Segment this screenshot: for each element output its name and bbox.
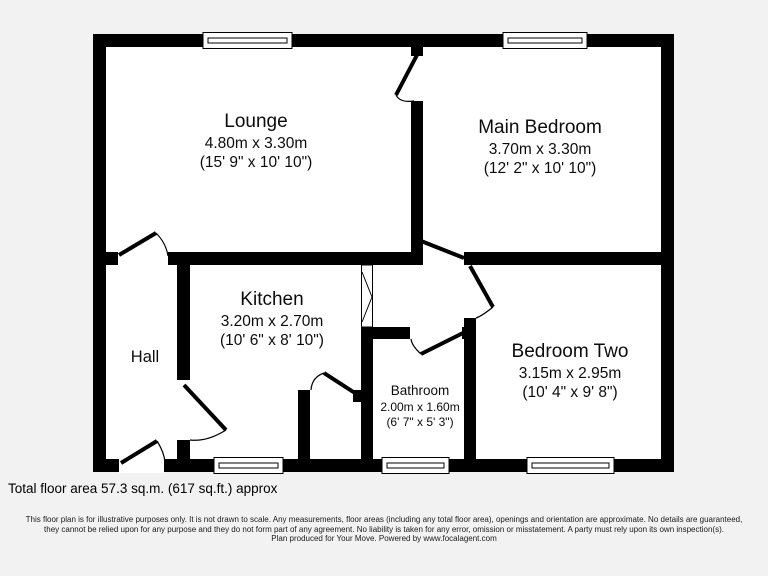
disclaimer-line-2: they cannot be relied upon for any purpose and they do not form part of any agreement. No liability is taken for any error, omission or misstatement. A party must rely upon its own inspection(s). — [44, 524, 724, 534]
room-dim-metric: 4.80m x 3.30m — [204, 134, 308, 152]
room-label-hall — [131, 347, 159, 368]
window-bedroom-two — [527, 458, 614, 474]
room-dim-imperial: (6' 7" x 5' 3") — [386, 414, 454, 429]
room-dim-imperial: (10' 4" x 9' 8") — [522, 384, 618, 402]
room-label-bathroom — [380, 383, 459, 430]
room-name: Kitchen — [240, 289, 304, 310]
window-main-bedroom — [503, 33, 587, 49]
room-dim-metric: 3.20m x 2.70m — [220, 312, 324, 330]
disclaimer-text — [0, 515, 768, 544]
room-label-lounge — [200, 110, 313, 173]
room-name: Hall — [130, 348, 160, 366]
window-bathroom — [382, 458, 449, 474]
cupboard-symbol — [362, 265, 373, 327]
room-name: Bathroom — [390, 383, 450, 398]
room-dim-metric: 3.15m x 2.95m — [518, 364, 622, 382]
room-dim-imperial: (10' 6" x 8' 10") — [220, 332, 324, 350]
room-dim-imperial: (15' 9" x 10' 10") — [199, 154, 313, 172]
room-dim-metric: 3.70m x 3.30m — [488, 140, 592, 158]
room-name: Lounge — [224, 111, 288, 132]
room-label-main-bedroom — [478, 116, 602, 179]
room-label-kitchen — [220, 288, 324, 351]
window-kitchen — [214, 458, 283, 474]
room-dim-imperial: (12' 2" x 10' 10") — [483, 160, 597, 178]
room-name: Main Bedroom — [478, 117, 602, 138]
disclaimer-line-1: This floor plan is for illustrative purposes only. It is not drawn to scale. Any measurements, floor areas (including any total floor area), openings and orientation are approximate. No details are guaranteed, — [25, 515, 743, 524]
room-label-bedroom-two — [512, 340, 629, 403]
window-lounge — [203, 33, 292, 49]
total-floor-area-text: Total floor area 57.3 sq.m. (617 sq.ft.) approx — [8, 481, 278, 496]
room-name: Bedroom Two — [511, 341, 629, 362]
room-dim-metric: 2.00m x 1.60m — [380, 399, 460, 414]
disclaimer-line-3: Plan produced for Your Move. Powered by www.focalagent.com — [271, 534, 497, 544]
